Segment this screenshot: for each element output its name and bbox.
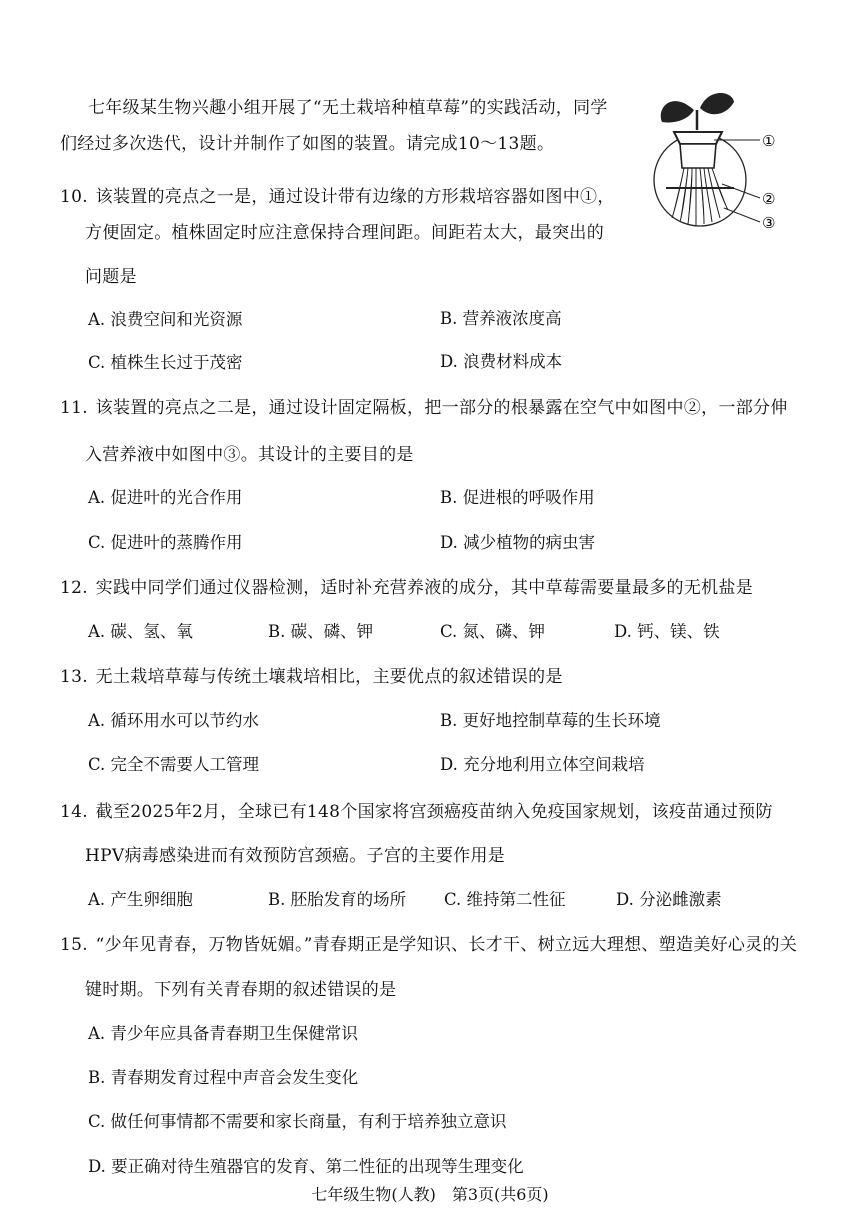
intro-line-1: 七年级某生物兴趣小组开展了“无土栽培种植草莓”的实践活动，同学 bbox=[88, 98, 608, 118]
question-15-option-d[interactable]: D. 要正确对待生殖器官的发育、第二性征的出现等生理变化 bbox=[88, 1157, 524, 1176]
question-12-stem-1 bbox=[60, 573, 753, 598]
question-12-option-a[interactable]: A. 碳、氢、氧 bbox=[88, 622, 193, 641]
question-11-option-c[interactable]: C. 促进叶的蒸腾作用 bbox=[88, 533, 243, 552]
question-10-option-d[interactable]: D. 浪费材料成本 bbox=[440, 352, 563, 371]
figure-label-1: ① bbox=[762, 132, 776, 150]
question-11-option-b[interactable]: B. 促进根的呼吸作用 bbox=[440, 488, 595, 507]
question-13-option-d[interactable]: D. 充分地利用立体空间栽培 bbox=[440, 755, 645, 774]
question-12-option-d[interactable]: D. 钙、镁、铁 bbox=[614, 622, 720, 641]
question-14-stem-1 bbox=[60, 797, 773, 822]
question-10-stem-3: 问题是 bbox=[85, 267, 137, 287]
question-11-number: 11. bbox=[60, 398, 88, 418]
question-14-option-d[interactable]: D. 分泌雌激素 bbox=[616, 890, 722, 909]
question-12-option-c[interactable]: C. 氮、磷、钾 bbox=[440, 622, 546, 641]
question-14-option-a[interactable]: A. 产生卵细胞 bbox=[88, 890, 193, 909]
question-15-stem-1 bbox=[60, 930, 797, 955]
question-10-option-a[interactable]: A. 浪费空间和光资源 bbox=[88, 310, 243, 329]
page-footer: 七年级生物(人教) 第3页(共6页) bbox=[311, 1185, 549, 1204]
question-12-number: 12. bbox=[60, 578, 88, 598]
question-11-stem-1 bbox=[60, 393, 788, 418]
question-14-option-c[interactable]: C. 维持第二性征 bbox=[444, 890, 566, 909]
question-13-option-b[interactable]: B. 更好地控制草莓的生长环境 bbox=[440, 711, 661, 730]
question-10-option-b[interactable]: B. 营养液浓度高 bbox=[440, 309, 562, 328]
question-15-number: 15. bbox=[60, 935, 88, 955]
question-15-option-b[interactable]: B. 青春期发育过程中声音会发生变化 bbox=[88, 1068, 359, 1087]
question-11-text-1: 该装置的亮点之二是，通过设计固定隔板，把一部分的根暴露在空气中如图中②，一部分伸 bbox=[95, 398, 788, 418]
question-14-option-b[interactable]: B. 胚胎发育的场所 bbox=[268, 890, 407, 909]
question-15-text-1: “少年见青春，万物皆妩媚。”青春期正是学知识、长才干、树立远大理想、塑造美好心灵的关 bbox=[95, 935, 798, 955]
question-15-stem-2: 键时期。下列有关青春期的叙述错误的是 bbox=[85, 980, 397, 1000]
figure-label-2: ② bbox=[762, 190, 776, 208]
question-13-stem-1 bbox=[60, 662, 563, 687]
question-14-stem-2: HPV病毒感染进而有效预防宫颈癌。子宫的主要作用是 bbox=[85, 846, 506, 866]
question-10-text-1: 该装置的亮点之一是，通过设计带有边缘的方形栽培容器如图中①， bbox=[95, 187, 615, 207]
question-15-option-c[interactable]: C. 做任何事情都不需要和家长商量，有利于培养独立意识 bbox=[88, 1112, 507, 1131]
question-12-text-1: 实践中同学们通过仪器检测，适时补充营养液的成分，其中草莓需要量最多的无机盐是 bbox=[95, 578, 754, 598]
question-11-option-a[interactable]: A. 促进叶的光合作用 bbox=[88, 488, 243, 507]
question-10-option-c[interactable]: C. 植株生长过于茂密 bbox=[88, 353, 243, 372]
question-10-stem-1 bbox=[60, 182, 615, 207]
question-14-number: 14. bbox=[60, 802, 88, 822]
question-10-number: 10. bbox=[60, 187, 88, 207]
question-11-stem-2: 入营养液中如图中③。其设计的主要目的是 bbox=[85, 445, 414, 465]
question-13-option-a[interactable]: A. 循环用水可以节约水 bbox=[88, 711, 259, 730]
question-10-stem-2: 方便固定。植株固定时应注意保持合理间距。间距若太大，最突出的 bbox=[85, 223, 604, 243]
question-11-option-d[interactable]: D. 减少植物的病虫害 bbox=[440, 533, 596, 552]
intro-line-2: 们经过多次迭代，设计并制作了如图的装置。请完成10～13题。 bbox=[60, 134, 555, 154]
question-13-number: 13. bbox=[60, 667, 88, 687]
figure-label-3: ③ bbox=[762, 214, 776, 232]
question-14-text-1: 截至2025年2月，全球已有148个国家将宫颈癌疫苗纳入免疫国家规划，该疫苗通过预防 bbox=[95, 802, 773, 822]
question-12-option-b[interactable]: B. 碳、磷、钾 bbox=[268, 622, 374, 641]
strawberry-hydroponic-figure bbox=[648, 88, 788, 238]
question-13-option-c[interactable]: C. 完全不需要人工管理 bbox=[88, 755, 260, 774]
question-15-option-a[interactable]: A. 青少年应具备青春期卫生保健常识 bbox=[88, 1024, 358, 1043]
question-13-text-1: 无土栽培草莓与传统土壤栽培相比，主要优点的叙述错误的是 bbox=[95, 667, 563, 687]
